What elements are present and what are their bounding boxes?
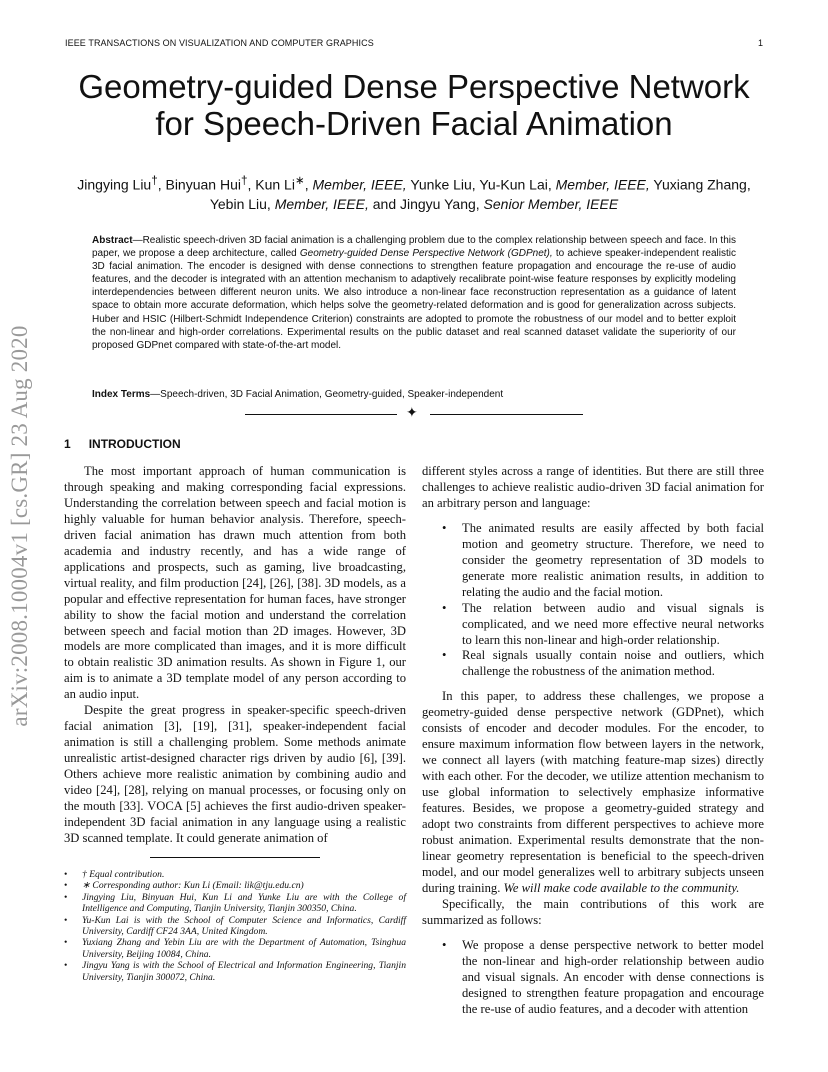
footnote-item: • Yu-Kun Lai is with the School of Computer Science and Informatics, Cardiff University, Cardiff CF24 3AA, United Kingdom. xyxy=(64,915,406,938)
footnote-item: • Jingyu Yang is with the School of Electrical and Information Engineering, Tianjin University, Tianjin 300072, China. xyxy=(64,960,406,983)
index-terms xyxy=(92,388,736,401)
separator-line-right xyxy=(430,414,583,415)
section-number: 1 xyxy=(64,437,71,451)
right-column xyxy=(422,464,764,1017)
section-heading xyxy=(64,437,181,451)
contribution-list xyxy=(422,938,764,1018)
abstract xyxy=(92,234,736,352)
challenge-item: • The relation between audio and visual signals is complicated, and we need more effective neural networks to learn this non-linear and high-order relationship. xyxy=(422,601,764,649)
author-name: Binyuan Hui xyxy=(165,176,241,193)
author-name: Kun Li xyxy=(255,176,295,193)
challenge-list xyxy=(422,521,764,681)
footnotes xyxy=(64,869,406,983)
author-membership: Senior Member, IEEE xyxy=(483,195,619,212)
abstract-paragraph xyxy=(92,234,736,352)
author-list: Jingying Liu†, Binyuan Hui†, Kun Li∗, Member, IEEE, Yunke Liu, Yu-Kun Lai, Member, IEEE, Yuxiang Zhang, Yebin Liu, Member, IEEE, and Jingyu Yang, Senior Member, IEEE xyxy=(77,174,751,212)
author-membership: Member, IEEE, xyxy=(274,195,369,212)
author-mark: † xyxy=(240,174,248,187)
separator-diamond-icon: ✦ xyxy=(406,404,418,420)
author-name: Jingying Liu xyxy=(77,176,152,193)
author-conjunction: and xyxy=(372,195,397,212)
abstract-italic: Geometry-guided Dense Perspective Network (GDPnet), xyxy=(299,248,553,260)
abstract-label: Abstract xyxy=(92,235,133,246)
running-head: IEEE TRANSACTIONS ON VISUALIZATION AND COMPUTER GRAPHICS xyxy=(65,38,374,48)
title-line-2: for Speech-Driven Facial Animation xyxy=(155,105,673,142)
author-mark: ∗ xyxy=(294,174,305,187)
paper-title xyxy=(60,68,768,142)
intro-paragraph-4 xyxy=(422,689,764,896)
left-column xyxy=(64,464,406,847)
title-line-1: Geometry-guided Dense Perspective Network xyxy=(78,68,750,105)
abstract-text: —Realistic speech-driven 3D facial animation is a challenging problem due to the complex relationship between speech and face. In this paper, we propose a deep architecture, called xyxy=(92,235,736,260)
intro-paragraph-4-text: In this paper, to address these challenges, we propose a geometry-guided dense perspective network (GDPnet), which consists of encoder and decoder modules. For the encoder, to ensure maximum information flow between layers in the network, we connect all layers (with matching feature-map sizes) directly with each other. For the decoder, we utilize attention mechanism to use global information to selectively emphasize informative features. Besides, we propose a geometry-guided strategy and adopt two constraints from different perspectives to achieve more robust animation. Experimental results demonstrate that the non-linear geometry representation is beneficial to the speech-driven model, and our model generalizes well to arbitrary subjects unseen during training. xyxy=(422,689,764,895)
abstract-text: to achieve speaker-independent realistic 3D facial animation. The encoder is designed with dense connections to strengthen feature propagation and encourage the re-use of audio features, and the decoder is integrated with an attention mechanism to adaptively recalibrate point-wise feature responses by explicitly modeling interdependencies between different neuron units. We also introduce a non-linear face reconstruction representation as a guidance of latent space to obtain more accurate deformation, which helps solve the geometry-related deformation and is good for generalization across subjects. Huber and HSIC (Hilbert-Schmidt Independence Criterion) constraints are adopted to promote the robustness of our model and to better exploit the non-linear and high-order correlations. Experimental results on the public dataset and real scanned dataset validate the superiority of our proposed GDPnet compared with state-of-the-art model. xyxy=(92,248,736,351)
index-terms-label: Index Terms xyxy=(92,389,151,400)
footnote-rule xyxy=(150,857,320,858)
author-membership: Member, IEEE, xyxy=(312,176,407,193)
page-number: 1 xyxy=(758,38,764,48)
challenge-item: • Real signals usually contain noise and outliers, which challenge the robustness of the animation method. xyxy=(422,648,764,680)
intro-paragraph-5: Specifically, the main contributions of this work are summarized as follows: xyxy=(422,896,764,927)
footnote-item: • † Equal contribution. xyxy=(64,869,406,880)
footnote-item: • ∗ Corresponding author: Kun Li (Email: lik@tju.edu.cn) xyxy=(64,880,406,891)
footnote-item: • Jingying Liu, Binyuan Hui, Kun Li and Yunke Liu are with the College of Intelligence and Computing, Tianjin University, Tianjin 300350, China. xyxy=(64,892,406,915)
intro-paragraph-2: Despite the great progress in speaker-specific speech-driven facial animation [3], [19], [31], speaker-independent facial animation is still a challenging problem. Some methods animate unrealistic artist-designed character rigs driven by audio [6], [39]. Others achieve more realistic animation by combining audio and video [24], [28], relying on manual processes, or focusing only on the mouth [33]. VOCA [5] achieves the first audio-driven speaker-independent 3D facial animation in any language using a realistic 3D scanned template. It could generate animation of xyxy=(64,703,406,845)
intro-paragraph-1: The most important approach of human communication is through speaking and making corresponding facial expressions. Understanding the correlation between speech and facial motion is highly valuable for human behavior analysis. Therefore, speech-driven facial animation has drawn much attention from both academia and industry recently, and has a wide range of applications and prospects, such as gaming, live broadcasting, virtual reality, and film production [24], [26], [38]. 3D models, as a popular and effective representation for human faces, have stronger ability to show the facial motion and understand the correlation between speech and facial motion than 2D images. However, 3D models are more complicated than images, and it is more difficult to obtain realistic 3D animation results. As shown in Figure 1, our aim is to animate a 3D template model of any person according to an audio input. xyxy=(64,464,406,702)
challenge-item: • The animated results are easily affected by both facial motion and geometry structure. Therefore, we need to consider the geometry representation of 3D models to generate more realistic animation results, in addition to relating the audio and the facial motion. xyxy=(422,521,764,601)
separator-line-left xyxy=(245,414,397,415)
section-title: INTRODUCTION xyxy=(88,437,181,451)
author-membership: Member, IEEE, xyxy=(555,176,650,193)
author-name: Yu-Kun Lai, xyxy=(479,176,552,193)
intro-paragraph-3: different styles across a range of identities. But there are still three challenges to achieve realistic audio-driven 3D facial animation for an arbitrary person and language: xyxy=(422,464,764,510)
author-name: Jingyu Yang, xyxy=(400,195,480,212)
author-mark: † xyxy=(151,174,158,187)
arxiv-stamp-text: arXiv:2008.10004v1 [cs.GR] 23 Aug 2020 xyxy=(7,325,32,727)
author-name: Yuxiang Zhang, xyxy=(653,176,751,193)
author-name: Yebin Liu, xyxy=(209,195,271,212)
code-availability-note: We will make code available to the community. xyxy=(503,880,740,895)
index-terms-text: —Speech-driven, 3D Facial Animation, Geometry-guided, Speaker-independent xyxy=(150,389,504,400)
contribution-item: • We propose a dense perspective network to better model the non-linear and high-order relationship between audio and visual signals. An encoder with dense connections is designed to strengthen feature propagation and encourage the re-use of audio features, and a decoder with attention xyxy=(422,938,764,1018)
footnote-item: • Yuxiang Zhang and Yebin Liu are with the Department of Automation, Tsinghua University, Beijing 10084, China. xyxy=(64,937,406,960)
author-name: Yunke Liu, xyxy=(410,176,476,193)
